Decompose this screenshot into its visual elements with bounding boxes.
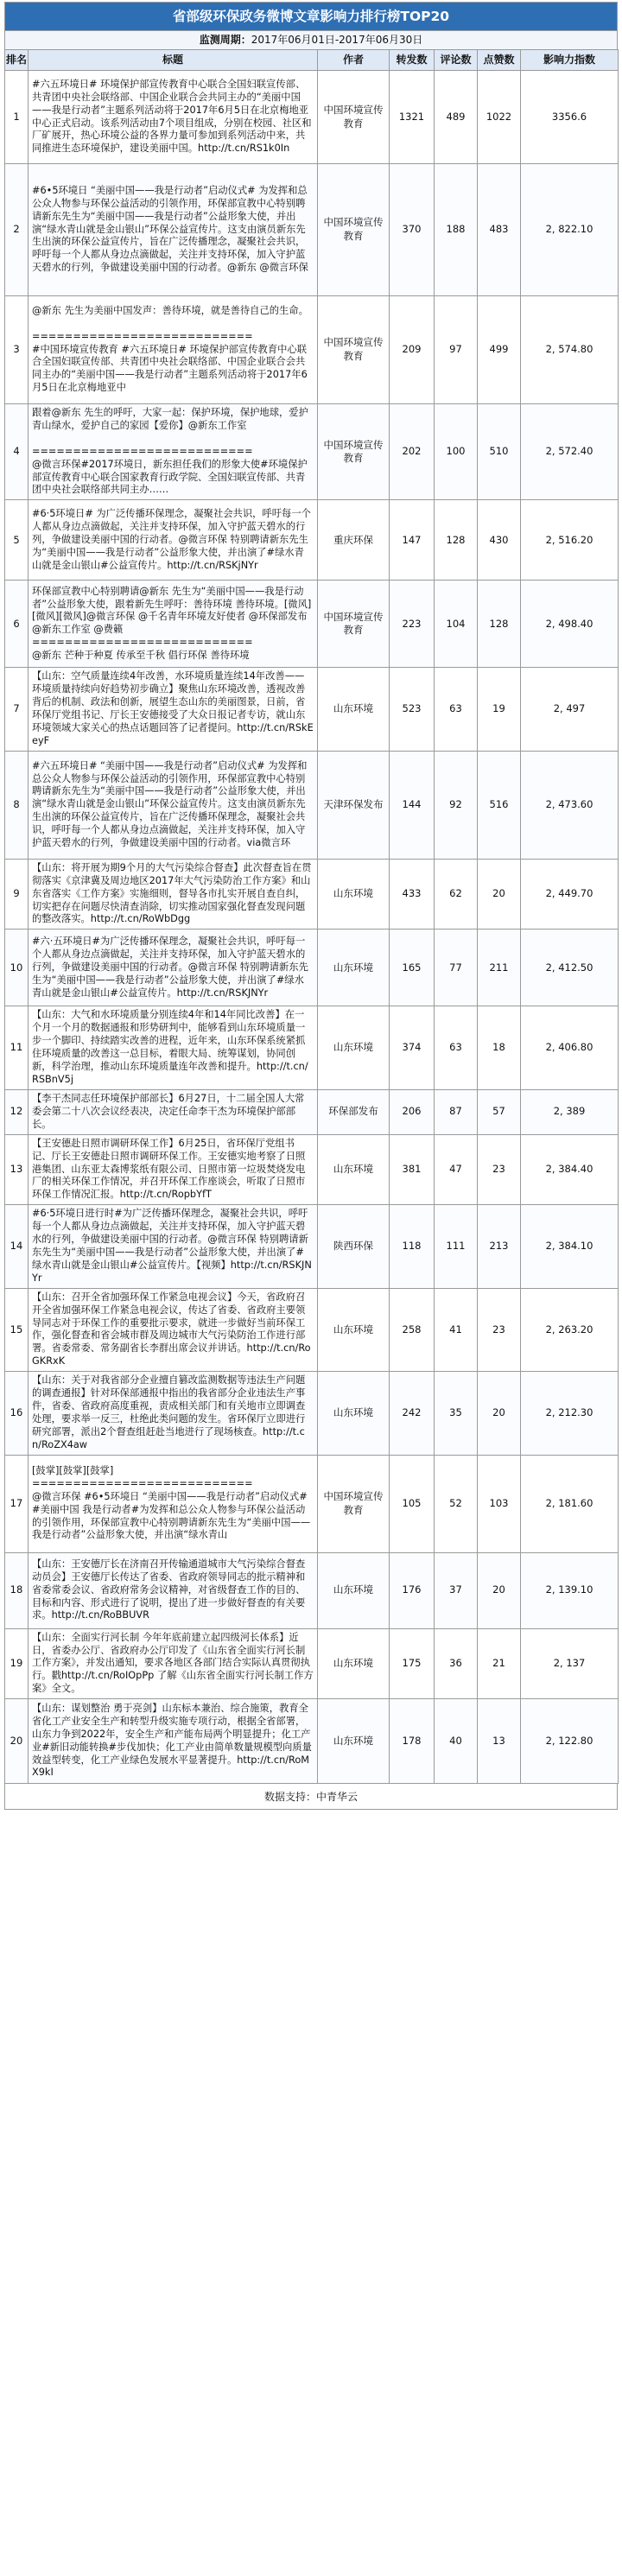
cell-reposts: 206 (390, 1089, 435, 1134)
table-row (5, 1455, 619, 1552)
cell-author: 山东环境 (318, 1288, 390, 1371)
header-comments: 评论数 (435, 50, 478, 71)
table-row (5, 164, 619, 296)
cell-index: 2, 473.60 (521, 751, 619, 859)
cell-comments: 37 (435, 1552, 478, 1628)
cell-reposts: 147 (390, 500, 435, 581)
cell-likes: 103 (478, 1455, 521, 1552)
cell-likes: 1022 (478, 71, 521, 164)
cell-title[interactable]: @新东 先生为美丽中国发声：善待环境，就是善待自己的生命。 =========================== #中国环境宣传教育 #六五环境日# 环境保护部宣传教育中心联合全国妇联宣传部、共青团中央社会联络部、中国企业联合会共同主办的“美丽中国——我是行动者”主题系列活动将于2017年6月5日在北京梅地亚中 (29, 296, 318, 404)
cell-index: 2, 181.60 (521, 1455, 619, 1552)
cell-comments: 77 (435, 930, 478, 1006)
cell-index: 2, 516.20 (521, 500, 619, 581)
period-value: 2017年06月01日-2017年06月30日 (251, 34, 423, 47)
cell-likes: 213 (478, 1205, 521, 1288)
cell-author: 中国环境宣传教育 (318, 296, 390, 404)
cell-likes: 18 (478, 1006, 521, 1089)
cell-title[interactable]: 环保部宣教中心特别聘请@新东 先生为“美丽中国——我是行动者”公益形象大使，跟着新先生呼吁：善待环境 善待环境。[微风][微风][微风]@微言环保 @千名青年环境友好使者 @环保部发布 @新东工作室 @费籁 =========================== @新东 芒种于种夏 传承至千秋 倡行环保 善待环境 (29, 581, 318, 668)
cell-author: 山东环境 (318, 1372, 390, 1455)
cell-rank: 19 (5, 1628, 29, 1699)
table-row (5, 930, 619, 1006)
cell-comments: 104 (435, 581, 478, 668)
cell-reposts: 223 (390, 581, 435, 668)
header-title: 标题 (29, 50, 318, 71)
cell-reposts: 523 (390, 668, 435, 751)
cell-rank: 8 (5, 751, 29, 859)
cell-rank: 6 (5, 581, 29, 668)
table-row (5, 1089, 619, 1134)
cell-rank: 18 (5, 1552, 29, 1628)
cell-title[interactable]: 【山东：王安德厅长在济南召开传输通道城市大气污染综合督查动员会】王安德厅长传达了省委、省政府领导同志的批示精神和省委常委会议、省政府常务会议精神，对省级督查工作的目的、目标和内容、形式进行了说明，提出了进一步做好督查的有关要求。http://t.cn/RoBBUVR (29, 1552, 318, 1628)
cell-index: 2, 498.40 (521, 581, 619, 668)
table-row (5, 1628, 619, 1699)
table-row (5, 668, 619, 751)
cell-author: 山东环境 (318, 668, 390, 751)
cell-comments: 92 (435, 751, 478, 859)
header-reposts: 转发数 (390, 50, 435, 71)
cell-likes: 21 (478, 1628, 521, 1699)
cell-author: 中国环境宣传教育 (318, 71, 390, 164)
period-label: 监测周期： (199, 34, 251, 47)
cell-reposts: 118 (390, 1205, 435, 1288)
cell-reposts: 165 (390, 930, 435, 1006)
cell-comments: 188 (435, 164, 478, 296)
cell-likes: 430 (478, 500, 521, 581)
cell-comments: 128 (435, 500, 478, 581)
cell-title[interactable]: 【山东：大气和水环境质量分别连续4年和14年同比改善】在一个月一个月的数据通报和形势研判中，能够看到山东环境质量一步一个脚印、持续踏实改善的进程，近年来，山东环保系统紧抓住环境质量的改善这一总目标，着眼大局、统筹谋划，协同创新，科学治理，推动山东环境质量连年改善和提升。http://t.cn/RSBnV5j (29, 1006, 318, 1089)
table-row (5, 581, 619, 668)
cell-title[interactable]: #6·5环境日进行时#为广泛传播环保理念，凝聚社会共识，呼吁每一个人都从身边点滴做起，关注并支持环保，加入守护蓝天碧水的行列，争做建设美丽中国的行动者。@微言环保 特别聘请新东先生为“美丽中国——我是行动者”公益形象大使，并出演了#绿水青山就是金山银山#公益宣传片。【视频】http://t.cn/RSKJNYr (29, 1205, 318, 1288)
table-row (5, 1006, 619, 1089)
cell-author: 陕西环保 (318, 1205, 390, 1288)
cell-index: 2, 384.40 (521, 1134, 619, 1205)
cell-index: 2, 574.80 (521, 296, 619, 404)
cell-reposts: 242 (390, 1372, 435, 1455)
cell-rank: 1 (5, 71, 29, 164)
cell-rank: 7 (5, 668, 29, 751)
cell-rank: 4 (5, 404, 29, 500)
cell-comments: 47 (435, 1134, 478, 1205)
cell-comments: 40 (435, 1699, 478, 1784)
table-row (5, 1205, 619, 1288)
cell-likes: 20 (478, 859, 521, 930)
cell-comments: 52 (435, 1455, 478, 1552)
cell-likes: 510 (478, 404, 521, 500)
cell-comments: 62 (435, 859, 478, 930)
cell-title[interactable]: 【山东：全面实行河长制 今年年底前建立起四级河长体系】近日，省委办公厅、省政府办公厅印发了《山东省全面实行河长制工作方案》，并发出通知，要求各地区各部门结合实际认真贯彻执行。戳http://t.cn/RoIOpPp 了解《山东省全面实行河长制工作方案》全文。 (29, 1628, 318, 1699)
cell-title[interactable]: 【山东：关于对我省部分企业擅自篡改监测数据等违法生产问题的调查通报】针对环保部通报中指出的我省部分企业违法生产事件，省委、省政府高度重视，责成相关部门和有关地市立即调查处理，要求举一反三，杜绝此类问题的发生。省环保厅立即进行研究部署，派出2个督查组赶赴当地进行了现场核查。http://t.cn/RoZX4aw (29, 1372, 318, 1455)
cell-reposts: 1321 (390, 71, 435, 164)
cell-rank: 11 (5, 1006, 29, 1089)
cell-reposts: 202 (390, 404, 435, 500)
cell-index: 2, 412.50 (521, 930, 619, 1006)
cell-comments: 111 (435, 1205, 478, 1288)
cell-rank: 20 (5, 1699, 29, 1784)
cell-title[interactable]: #六五环境日# 环境保护部宣传教育中心联合全国妇联宣传部、共青团中央社会联络部、中国企业联合会共同主办的“美丽中国——我是行动者”主题系列活动将于2017年6月5日在北京梅地亚中心正式启动。该系列活动由7个项目组成，分别在校园、社区和厂矿展开，热心环境公益的各界力量可参加到系列活动中来，共同推进生态环境保护，建设美丽中国。http://t.cn/RS1k0In (29, 71, 318, 164)
cell-likes: 20 (478, 1552, 521, 1628)
cell-title[interactable]: 跟着@新东 先生的呼吁，大家一起：保护环境，保护地球，爱护青山绿水，爱护自己的家园【爱你】@新东工作室 =========================== @微言环保#2017环境日，新东担任我们的形象大使#环境保护部宣传教育中心联合国家教育行政学院、全国妇联宣传部、共青团中央社会联络部共同主办…… (29, 404, 318, 500)
cell-title[interactable]: 【山东：召开全省加强环保工作紧急电视会议】今天，省政府召开全省加强环保工作紧急电视会议，传达了省委、省政府主要领导同志对于环保工作的重要批示要求，就进一步做好当前环保工作，强化督查和省会城市群及周边城市大气污染防治工作进行部署。省委常委、常务副省长李群出席会议并讲话。http://t.cn/RoGKRxK (29, 1288, 318, 1371)
cell-author: 山东环境 (318, 930, 390, 1006)
table-row (5, 751, 619, 859)
cell-author: 山东环境 (318, 1699, 390, 1784)
cell-rank: 15 (5, 1288, 29, 1371)
cell-author: 山东环境 (318, 1134, 390, 1205)
cell-index: 2, 389 (521, 1089, 619, 1134)
table-row (5, 404, 619, 500)
cell-index: 2, 572.40 (521, 404, 619, 500)
cell-likes: 499 (478, 296, 521, 404)
cell-author: 中国环境宣传教育 (318, 404, 390, 500)
cell-title[interactable]: #6•5环境日 “美丽中国——我是行动者”启动仪式# 为发挥和总公众人物参与环保公益活动的引领作用，环保部宣教中心特别聘请新东先生为“美丽中国——我是行动者”公益形象大使，并出演“绿水青山就是金山银山”环保公益宣传片。这支由演员新东先生出演的环保公益宣传片，旨在广泛传播理念，凝聚社会共识，呼吁每一个人都从身边点滴做起，关注并支持环保，加入守护蓝天碧水的行列，争做建设美丽中国的行动者。@新东 @微言环保 (29, 164, 318, 296)
table-row (5, 1134, 619, 1205)
cell-likes: 211 (478, 930, 521, 1006)
cell-index: 2, 263.20 (521, 1288, 619, 1371)
table-row (5, 1699, 619, 1784)
table-row (5, 296, 619, 404)
cell-comments: 100 (435, 404, 478, 500)
cell-reposts: 105 (390, 1455, 435, 1552)
cell-likes: 20 (478, 1372, 521, 1455)
cell-reposts: 370 (390, 164, 435, 296)
table-row (5, 500, 619, 581)
cell-reposts: 175 (390, 1628, 435, 1699)
cell-index: 2, 449.70 (521, 859, 619, 930)
cell-rank: 17 (5, 1455, 29, 1552)
cell-comments: 87 (435, 1089, 478, 1134)
cell-title[interactable]: 【李干杰同志任环境保护部部长】6月27日，十二届全国人大常委会第二十八次会议经表决，决定任命李干杰为环境保护部部长。 (29, 1089, 318, 1134)
table-row (5, 1288, 619, 1371)
cell-author: 环保部发布 (318, 1089, 390, 1134)
cell-likes: 19 (478, 668, 521, 751)
cell-index: 2, 384.10 (521, 1205, 619, 1288)
ranking-table (4, 49, 619, 1784)
cell-index: 2, 139.10 (521, 1552, 619, 1628)
cell-author: 山东环境 (318, 1552, 390, 1628)
cell-likes: 128 (478, 581, 521, 668)
cell-comments: 63 (435, 1006, 478, 1089)
cell-index: 2, 497 (521, 668, 619, 751)
table-row (5, 1372, 619, 1455)
cell-index: 2, 406.80 (521, 1006, 619, 1089)
cell-likes: 23 (478, 1134, 521, 1205)
cell-rank: 2 (5, 164, 29, 296)
cell-likes: 57 (478, 1089, 521, 1134)
cell-index: 2, 212.30 (521, 1372, 619, 1455)
cell-author: 中国环境宣传教育 (318, 1455, 390, 1552)
cell-reposts: 144 (390, 751, 435, 859)
cell-rank: 13 (5, 1134, 29, 1205)
cell-reposts: 176 (390, 1552, 435, 1628)
cell-comments: 63 (435, 668, 478, 751)
cell-rank: 5 (5, 500, 29, 581)
cell-reposts: 433 (390, 859, 435, 930)
cell-comments: 36 (435, 1628, 478, 1699)
cell-likes: 483 (478, 164, 521, 296)
cell-comments: 97 (435, 296, 478, 404)
cell-index: 2, 137 (521, 1628, 619, 1699)
cell-author: 重庆环保 (318, 500, 390, 581)
cell-likes: 516 (478, 751, 521, 859)
cell-author: 中国环境宣传教育 (318, 164, 390, 296)
cell-reposts: 209 (390, 296, 435, 404)
table-row (5, 1552, 619, 1628)
cell-title[interactable]: #6·5环境日# 为广泛传播环保理念，凝聚社会共识，呼吁每一个人都从身边点滴做起，关注并支持环保，加入守护蓝天碧水的行列，争做建设美丽中国的行动者。@微言环保 特别聘请新东先生为“美丽中国——我是行动者”公益形象大使，并出演了#绿水青山就是金山银山#公益宣传片。http://t.cn/RSKjNYr (29, 500, 318, 581)
cell-index: 2, 122.80 (521, 1699, 619, 1784)
cell-likes: 23 (478, 1288, 521, 1371)
cell-rank: 3 (5, 296, 29, 404)
cell-rank: 10 (5, 930, 29, 1006)
cell-reposts: 258 (390, 1288, 435, 1371)
cell-title[interactable]: [鼓掌][鼓掌][鼓掌] =========================== @微言环保 #6•5环境日 “美丽中国——我是行动者”启动仪式##美丽中国 我是行动者#为发挥和总公众人物参与环保公益活动的引领作用，环保部宣教中心特别聘请新东先生为“美丽中国——我是行动者”公益形象大使，并出演“绿水青山 (29, 1455, 318, 1552)
cell-index: 3356.6 (521, 71, 619, 164)
cell-author: 山东环境 (318, 1006, 390, 1089)
page-title: 省部级环保政务微博文章影响力排行榜TOP20 (4, 2, 618, 31)
cell-title[interactable]: #六五环境日# “美丽中国——我是行动者”启动仪式# 为发挥和总公众人物参与环保公益活动的引领作用，环保部宣教中心特别聘请新东先生为“美丽中国——我是行动者”公益形象大使，并出演“绿水青山就是金山银山”环保公益宣传片。这支由演员新东先生出演的环保公益宣传片，旨在广泛传播环保理念，凝聚社会共识，呼吁每一个人都从身边点滴做起，关注并支持环保，加入守护蓝天碧水的行列，争做建设美丽中国的行动者。via微言环 (29, 751, 318, 859)
cell-author: 天津环保发布 (318, 751, 390, 859)
cell-title[interactable]: 【山东：将开展为期9个月的大气污染综合督查】此次督查旨在贯彻落实《京津冀及周边地区2017年大气污染防治工作方案》和山东省落实《工作方案》实施细则，督导各市扎实开展自查自纠，切实把存在问题尽快清查消除，切实推动国家强化督查发现问题的整改落实。http://t.cn/RoWbDgg (29, 859, 318, 930)
cell-rank: 9 (5, 859, 29, 930)
cell-reposts: 381 (390, 1134, 435, 1205)
cell-comments: 35 (435, 1372, 478, 1455)
cell-rank: 12 (5, 1089, 29, 1134)
cell-title[interactable]: 【山东：空气质量连续4年改善，水环境质量连续14年改善——环境质量持续向好趋势初步确立】聚焦山东环境改善，透视改善背后的机制、政法和创新，展望生态山东的美丽图景，日前，省环保厅党组书记、厅长王安德接受了大众日报记者专访，就山东环境领域大家关心的热点话题回答了记者提问。http://t.cn/RSkEeyF (29, 668, 318, 751)
cell-index: 2, 822.10 (521, 164, 619, 296)
cell-comments: 489 (435, 71, 478, 164)
header-likes: 点赞数 (478, 50, 521, 71)
header-author: 作者 (318, 50, 390, 71)
header-rank: 排名 (5, 50, 29, 71)
cell-comments: 41 (435, 1288, 478, 1371)
table-row (5, 71, 619, 164)
cell-reposts: 178 (390, 1699, 435, 1784)
table-row (5, 859, 619, 930)
table-header-row (5, 50, 619, 71)
cell-rank: 16 (5, 1372, 29, 1455)
monitoring-period (4, 31, 618, 49)
cell-title[interactable]: 【王安德赴日照市调研环保工作】6月25日，省环保厅党组书记、厅长王安德赴日照市调研环保工作。王安德实地考察了日照港集团、山东亚太森博浆纸有限公司、日照市第一垃圾焚烧发电厂的相关环保工作情况，并召开环保工作座谈会，听取了日照市环保工作情况汇报。http://t.cn/RopbYfT (29, 1134, 318, 1205)
cell-author: 中国环境宣传教育 (318, 581, 390, 668)
cell-reposts: 374 (390, 1006, 435, 1089)
cell-rank: 14 (5, 1205, 29, 1288)
cell-title[interactable]: #六·五环境日#为广泛传播环保理念，凝聚社会共识，呼吁每一个人都从身边点滴做起，关注并支持环保，加入守护蓝天碧水的行列，争做建设美丽中国的行动者。@微言环保 特别聘请新东先生为“美丽中国——我是行动者”公益形象大使，并出演了#绿水青山就是金山银山#公益宣传片。http://t.cn/RSKJNYr (29, 930, 318, 1006)
cell-author: 山东环境 (318, 1628, 390, 1699)
cell-author: 山东环境 (318, 859, 390, 930)
cell-likes: 13 (478, 1699, 521, 1784)
cell-title[interactable]: 【山东：谋划整治 勇于亮剑】山东标本兼治、综合施策，教育全省化工产业安全生产和转型升级实施专项行动，根据全省部署，山东力争到2022年，安全生产和产能布局两个明显提升；化工产业#新旧动能转换#步伐加快；化工产业由简单数量规模型向质量效益型转变，化工产业绿色发展水平显著提升。http://t.cn/RoMX9kI (29, 1699, 318, 1784)
header-index: 影响力指数 (521, 50, 619, 71)
data-source-footer: 数据支持：中青华云 (4, 1784, 618, 1810)
